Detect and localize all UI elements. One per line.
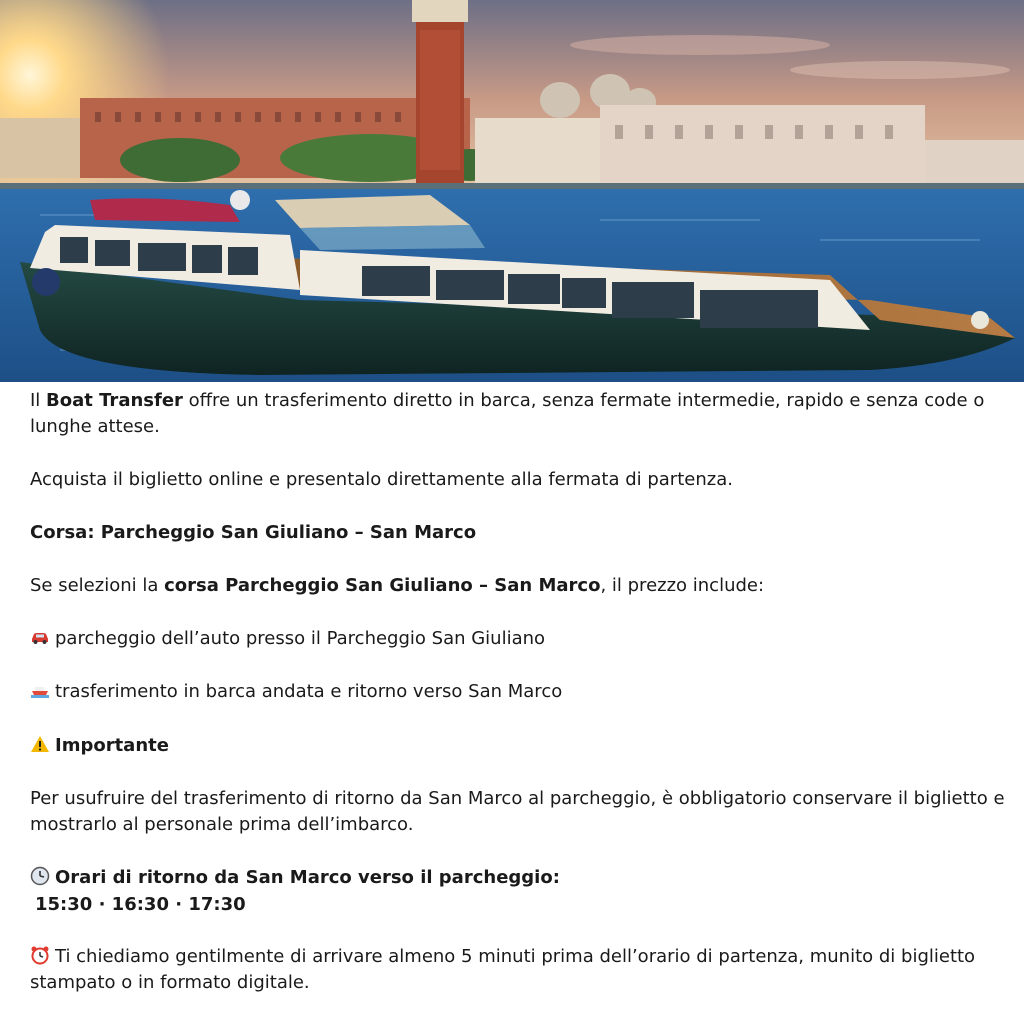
- buy-paragraph: Acquista il biglietto online e presentalo direttamente alla fermata di partenza.: [30, 469, 733, 490]
- intro-prefix: Il: [30, 390, 47, 411]
- boat-icon: [30, 680, 50, 700]
- include-text: parcheggio dell’auto presso il Parcheggio San Giuliano: [55, 628, 546, 649]
- include-item-boat: [30, 679, 562, 705]
- notice-text: Ti chiediamo gentilmente di arrivare almeno 5 minuti prima dell’orario di partenza, munito di biglietto stampato o in formato digitale.: [30, 946, 976, 993]
- intro-text: offre un trasferimento diretto in barca, senza fermate intermedie, rapido e senza code o lunghe attese.: [30, 390, 985, 437]
- alarm-clock-icon: [30, 945, 50, 965]
- intro-paragraph: [30, 388, 1005, 440]
- warning-icon: [30, 734, 50, 754]
- car-icon: [30, 627, 50, 647]
- select-suffix: , il prezzo include:: [600, 575, 765, 596]
- return-heading: [30, 865, 560, 891]
- return-title: Orari di ritorno da San Marco verso il parcheggio:: [55, 867, 560, 888]
- route-title: Corsa: Parcheggio San Giuliano – San Marco: [30, 522, 477, 543]
- include-text: trasferimento in barca andata e ritorno verso San Marco: [55, 681, 563, 702]
- return-times: 15:30 · 16:30 · 17:30: [35, 894, 246, 915]
- clock-icon: [30, 866, 50, 886]
- important-title: Importante: [55, 735, 169, 756]
- hero-image: [0, 0, 1024, 382]
- important-text: Per usufruire del trasferimento di ritorno da San Marco al parcheggio, è obbligatorio conservare il biglietto e mostrarlo al personale prima dell’imbarco.: [30, 788, 1005, 835]
- include-item-parking: [30, 626, 545, 652]
- select-route: corsa Parcheggio San Giuliano – San Marco: [164, 575, 601, 596]
- important-heading: [30, 733, 169, 759]
- select-prefix: Se selezioni la: [30, 575, 165, 596]
- brand-name: Boat Transfer: [46, 390, 183, 411]
- select-paragraph: [30, 573, 764, 599]
- notice-paragraph: [30, 944, 1005, 996]
